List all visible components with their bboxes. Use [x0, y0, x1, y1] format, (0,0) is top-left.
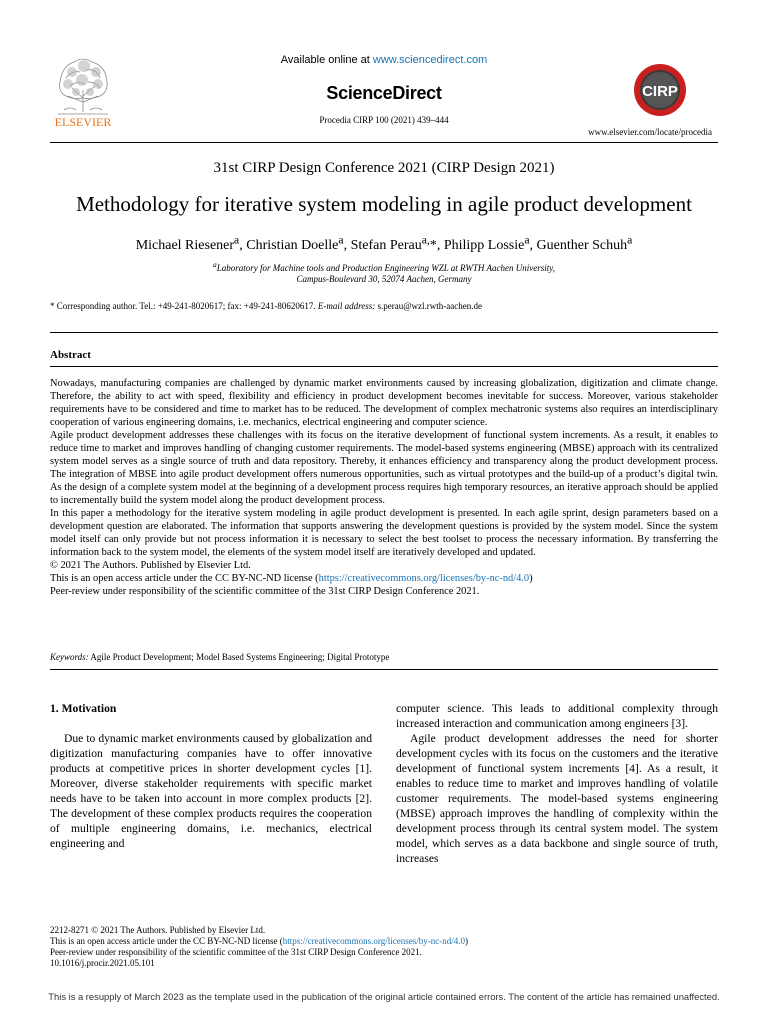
email-address[interactable]: s.perau@wzl.rwth-aachen.de: [375, 301, 482, 311]
abstract-license: This is an open access article under the CC BY-NC-ND license (https://creativecommons.org/licenses/by-nc-nd/4.0): [50, 573, 533, 584]
abstract-top-rule: [50, 332, 718, 333]
cirp-wordmark: CIRP: [642, 83, 678, 100]
body-paragraph-2: computer science. This leads to additional complexity through increased interaction and communication among engineers [3].: [396, 702, 718, 730]
body-left-column: [50, 731, 372, 851]
abstract-body: [50, 377, 718, 598]
corresponding-author: * Corresponding author. Tel.: +49-241-8020617; fax: +49-241-80620617. E-mail address: s.perau@wzl.rwth-aachen.de: [50, 301, 482, 311]
footer-license: This is an open access article under the CC BY-NC-ND license (https://creativecommons.org/licenses/by-nc-nd/4.0): [50, 936, 468, 946]
abstract-paragraph-1: Nowadays, manufacturing companies are challenged by dynamic market environments caused by increasing globalization, digitization and climate change. Therefore, the ability to act with speed, flexibility and efficiency in product development becomes inevitable for success. Moreover, various stakeholder requirements have to be considered and time to market has to be reduced. The development of complex mechatronic systems also requires an interdisciplinary cooperation of various engineering domains, i.e. mechanics, electrical engineering and computer science.: [50, 378, 718, 428]
footer-peer-review: Peer-review under responsibility of the scientific committee of the 31st CIRP Design Conference 2021.: [50, 947, 422, 957]
doi[interactable]: 10.1016/j.procir.2021.05.101: [50, 958, 155, 968]
section-heading-motivation: 1. Motivation: [50, 702, 117, 715]
abstract-paragraph-3: In this paper a methodology for the iterative system modeling in agile product development is presented. In each agile sprint, design parameters based on a development question are elaborated. The information that supports answering the development questions is provided by the system model. Since the system model itself can only provide but not process information it is necessary to select the best toolset to process the necessary information. By transferring the information back to the system model, the elements of the system model itself are iteratively developed and updated.: [50, 508, 718, 558]
abstract-heading: Abstract: [50, 349, 91, 361]
journal-website[interactable]: www.elsevier.com/locate/procedia: [588, 127, 712, 137]
affiliation: [0, 259, 768, 285]
sciencedirect-brand: ScienceDirect: [326, 83, 442, 103]
keywords-list: Agile Product Development; Model Based Systems Engineering; Digital Prototype: [88, 652, 390, 662]
abstract-bottom-rule: [50, 669, 718, 670]
paper-title: Methodology for iterative system modeling in agile product development: [76, 192, 692, 216]
header-rule: [50, 142, 718, 143]
keywords: [50, 652, 389, 663]
cirp-logo: [626, 62, 694, 118]
resupply-notice: This is a resupply of March 2023 as the template used in the publication of the original article contained errors. The content of the article has remained unaffected.: [48, 991, 720, 1002]
footer-license-link[interactable]: https://creativecommons.org/licenses/by-nc-nd/4.0: [282, 936, 465, 946]
issn-line: 2212-8271 © 2021 The Authors. Published by Elsevier Ltd.: [50, 925, 266, 935]
abstract-paragraph-2: Agile product development addresses these challenges with its focus on the iterative development of functional system increments. As a result, it enables to reduce time to market and improves handling of changing customer requirements. The model-based systems engineering (MBSE) approach with its centralized system model serves as a single source of truth and data repository. Thereby, it enhances efficiency and transparency along the product development process. The integration of MBSE into agile product development offers numerous opportunities, such as virtual prototypes and the build-up of a product’s digital twin. As the design of a complete system model at the beginning of a development process requires high temporary resources, an iterative approach should be applied to incrementally build the system model along the product development process.: [50, 430, 718, 506]
abstract-copyright: © 2021 The Authors. Published by Elsevier Ltd.: [50, 560, 251, 571]
affiliation-line-2: Campus-Boulevard 30, 52074 Aachen, Germany: [296, 274, 472, 284]
journal-citation: Procedia CIRP 100 (2021) 439–444: [319, 115, 449, 125]
body-paragraph-1: Due to dynamic market environments caused by globalization and digitization manufacturing companies have to offer innovative products at competitive prices in shorter development cycles [1]. Moreover, diverse stakeholder requirements with specific market needs have to be taken into account in more complex products [2]. The development of these complex products requires the cooperation of multiple engineering domains, i.e. mechanics, electrical engineering and: [50, 732, 372, 850]
authors-text: Michael Riesener$^a$, Christian Doelle$^a$, Stefan Perau$^{a,}$*, Philipp Lossie$^a$, Guenther Schuh$^a$: [135, 233, 633, 253]
abstract-heading-rule: [50, 366, 718, 367]
conference-name: 31st CIRP Design Conference 2021 (CIRP Design 2021): [213, 160, 555, 176]
sciencedirect-link[interactable]: www.sciencedirect.com: [372, 54, 488, 66]
elsevier-wordmark: ELSEVIER: [54, 115, 112, 128]
body-paragraph-3: Agile product development addresses the need for shorter development cycles with its focus on the customers and the iterative development of functional system increments [4]. As a result, it enables to reduce time to market and improves handling of volatile customer requirements. The model-based systems engineering (MBSE) approach improves the handling of complexity within the development process through its central system model. The system model, which serves as a data backbone and single source of truth, increases: [396, 732, 718, 865]
keywords-label: Keywords:: [50, 652, 89, 662]
body-right-column: [396, 701, 718, 866]
abstract-license-link[interactable]: https://creativecommons.org/licenses/by-nc-nd/4.0: [318, 573, 530, 584]
author-list: [0, 231, 768, 255]
affiliation-line-1: $^a$Laboratory for Machine tools and Production Engineering WZL at RWTH Aachen University,: [213, 260, 555, 273]
available-prefix: Available online at: [280, 54, 373, 66]
abstract-peer-review: Peer-review under responsibility of the scientific committee of the 31st CIRP Design Conference 2021.: [50, 586, 480, 597]
email-label: E-mail address:: [317, 301, 376, 311]
page-footer: [50, 925, 468, 969]
